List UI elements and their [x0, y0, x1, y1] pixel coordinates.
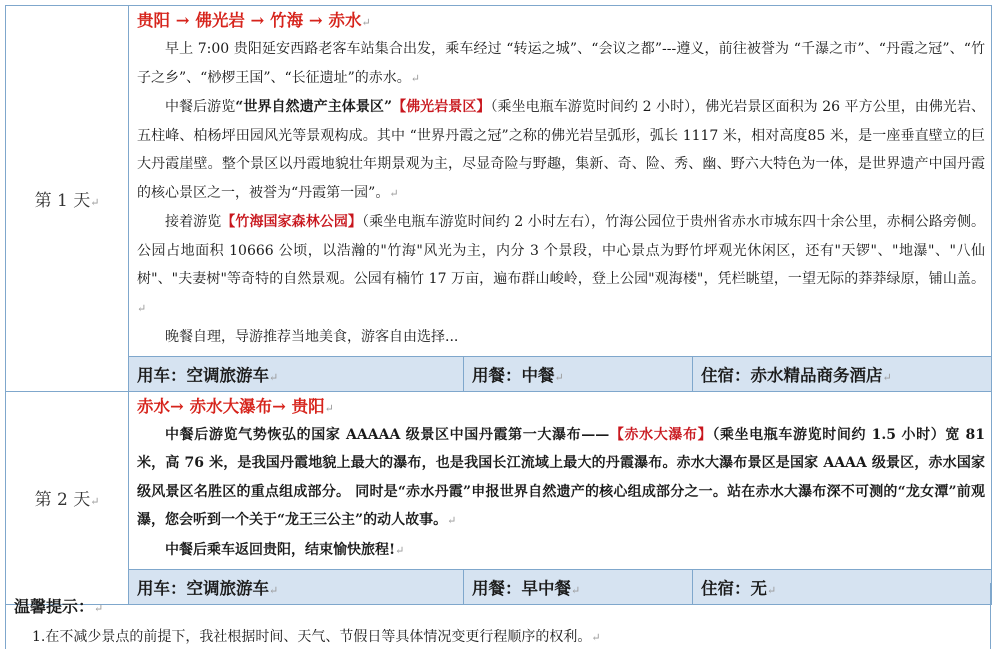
- day1-meta-row: [6, 356, 992, 391]
- day1-label: 第 1 天: [34, 190, 91, 211]
- day1-paragraph-1: 早上 7:00 贵阳延安西路老客车站集合出发，乘车经过 “转运之城”、“会议之都”---遵义，前往被誉为 “千瀑之市”、“丹霞之冠”、“竹子之乡”、“桫椤王国”、“长征遗址”的赤水。↵: [137, 41, 986, 86]
- day2-label-cell: 第 2 天↵: [6, 391, 129, 605]
- waterfall-highlight: 【赤水大瀑布】: [609, 426, 713, 443]
- day1-meals: 用餐：中餐↵: [464, 356, 693, 391]
- day2-meta-row: [6, 570, 992, 605]
- day2-meals: 用餐：早中餐↵: [464, 570, 693, 605]
- day2-paragraph-2: 中餐后乘车返回贵阳，结束愉快旅程!↵: [165, 541, 405, 558]
- day1-paragraph-4: 晚餐自理，导游推荐当地美食，游客自由选择...: [165, 329, 459, 345]
- tips-title: 温馨提示：↵: [14, 597, 104, 616]
- day2-paragraph-1: 中餐后游览气势恢弘的国家 AAAAA 级景区中国丹霞第一大瀑布——【赤水大瀑布】（乘坐电瓶车游览时间约 1.5 小时）宽 81 米，高 76 米，是我国丹霞地貌上最大的瀑布，也是我国长江流域上最大的丹霞瀑布。赤水大瀑布景区是国家 AAAA 级景区，赤水国家级风景区名胜区的重点组成部分。 同时是“赤水丹霞”申报世界自然遗产的核心组成部分之一。站在赤水大瀑布深不可测的“龙女潭”前观瀑，您会听到一个关于“龙王三公主”的动人故事。↵: [137, 426, 986, 528]
- day1-paragraph-2: 中餐后游览“世界自然遗产主体景区”【佛光岩景区】（乘坐电瓶车游览时间约 2 小时），佛光岩景区面积为 26 平方公里，由佛光岩、五柱峰、柏杨坪田园风光等景观构成。其中 “世界丹霞之冠”之称的佛光岩呈弧形，弧长 1117 米，相对高度85 米，是一座垂直壁立的巨大丹霞崖壁。整个景区以丹霞地貌壮年期景观为主，尽显奇险与野趣，集新、奇、险、秀、幽、野六大特色为一体，是世界遗产中国丹霞的核心景区之一，被誉为“丹霞第一园”。↵: [137, 99, 986, 201]
- day2-hotel: 住宿：无↵: [693, 570, 992, 605]
- foguangyan-highlight: 【佛光岩景区】: [392, 99, 491, 115]
- day2-row: [6, 391, 992, 570]
- day2-content-cell: [129, 391, 992, 570]
- tips-left-border: [5, 583, 6, 649]
- tips-item: 1.在不减少景点的前提下，我社根据时间、天气、节假日等具体情况变更行程顺序的权利。↵: [32, 629, 601, 645]
- day1-label-cell: 第 1 天↵: [6, 6, 129, 392]
- tips-right-border: [990, 583, 991, 649]
- day1-hotel: 住宿：赤水精品商务酒店↵: [693, 356, 992, 391]
- day1-route: 贵阳 → 佛光岩 → 竹海 → 赤水↵: [137, 11, 371, 30]
- day2-transport: 用车：空调旅游车↵: [129, 570, 464, 605]
- day1-content-cell: [129, 6, 992, 357]
- day2-label: 第 2 天: [34, 490, 91, 511]
- day1-paragraph-3: 接着游览【竹海国家森林公园】（乘坐电瓶车游览时间约 2 小时左右），竹海公园位于贵州省赤水市城东四十余公里，赤桐公路旁侧。公园占地面积 10666 公顷，以浩瀚的"竹海"风光为主，内分 3 个景段，中心景点为野竹坪观光休闲区，还有"天锣"、"地瀑"、"八仙树"、"夫妻树"等奇特的自然景观。公园有楠竹 17 万亩，遍布群山峻岭，登上公园"观海楼"，凭栏眺望，一望无际的莽莽绿原，铺山盖。↵: [137, 214, 986, 315]
- day1-transport: 用车：空调旅游车↵: [129, 356, 464, 391]
- day1-row: [6, 6, 992, 357]
- day2-route: 赤水→ 赤水大瀑布→ 贵阳↵: [137, 396, 334, 416]
- itinerary-table: [5, 5, 992, 605]
- zhuhai-highlight: 【竹海国家森林公园】: [221, 214, 363, 230]
